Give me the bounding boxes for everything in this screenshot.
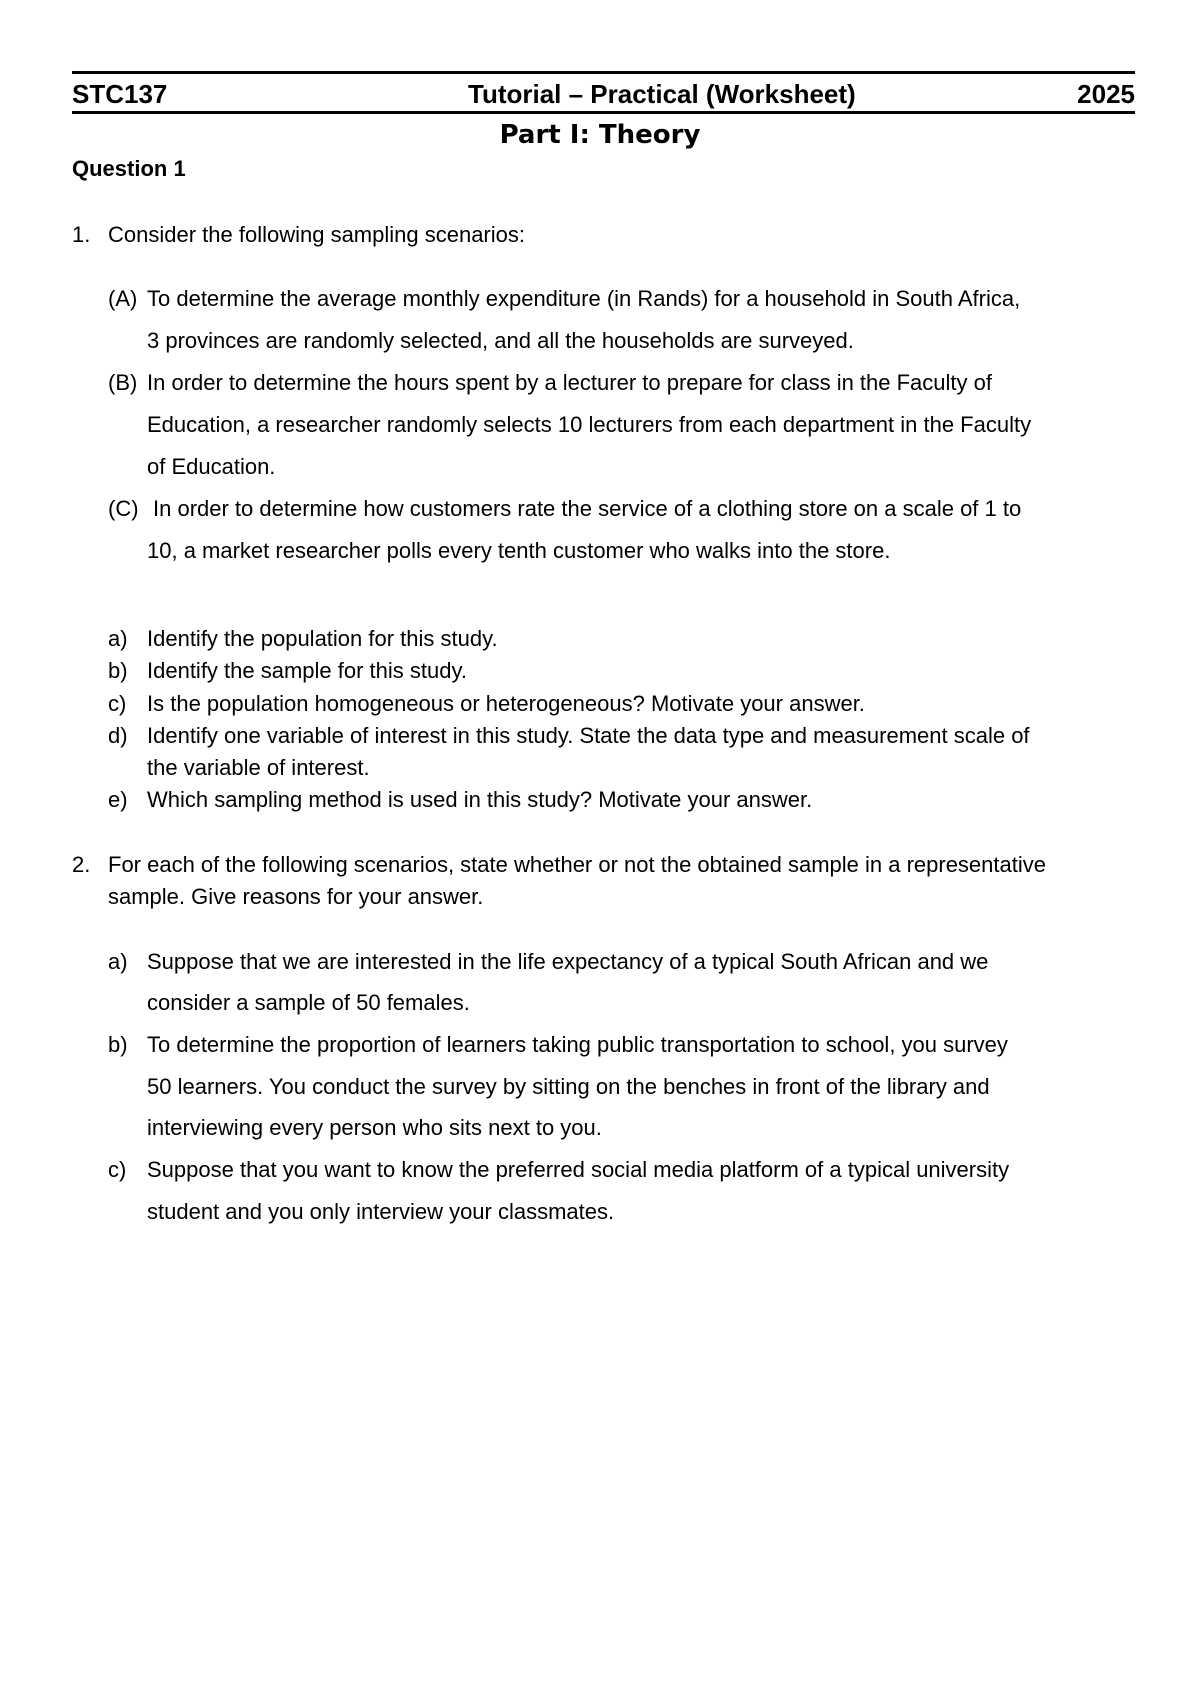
subquestion-text: Identify the sample for this study.	[147, 658, 467, 683]
q2-item-label: c)	[108, 1157, 127, 1182]
scenario-line: In order to determine the hours spent by a lecturer to prepare for class in the Faculty of	[147, 370, 992, 395]
q2-item-label: a)	[108, 949, 128, 974]
q2-item-text: interviewing every person who sits next to you.	[147, 1115, 602, 1140]
q2-prompt: For each of the following scenarios, state whether or not the obtained sample in a representative	[108, 852, 1046, 877]
header-rule-bottom	[72, 111, 1135, 114]
scenario-line: Education, a researcher randomly selects 10 lecturers from each department in the Faculty	[147, 412, 1032, 437]
q2-prompt: sample. Give reasons for your answer.	[108, 884, 484, 909]
scenario-line: To determine the average monthly expenditure (in Rands) for a household in South Africa,	[147, 286, 1021, 311]
subquestion-label: a)	[108, 626, 128, 651]
subquestion-text: Which sampling method is used in this study? Motivate your answer.	[147, 787, 813, 812]
subquestion-label: e)	[108, 787, 128, 812]
subquestion-label: d)	[108, 723, 128, 748]
header-rule-top	[72, 71, 1135, 74]
subquestion-text: the variable of interest.	[147, 755, 370, 780]
subquestion-text: Identify one variable of interest in this study. State the data type and measurement scale of	[147, 723, 1030, 748]
subquestion-label: c)	[108, 691, 127, 716]
scenario-line: of Education.	[147, 454, 276, 479]
scenario-label: (B)	[108, 370, 138, 395]
subquestion-text: Is the population homogeneous or heterogeneous? Motivate your answer.	[147, 691, 865, 716]
scenario-label: (C)	[108, 496, 139, 521]
q1-prompt: Consider the following sampling scenarios:	[108, 222, 525, 247]
q2-item-text: 50 learners. You conduct the survey by sitting on the benches in front of the library and	[147, 1074, 990, 1099]
q2-item-text: Suppose that you want to know the preferred social media platform of a typical university	[147, 1157, 1010, 1182]
q2-item-text: Suppose that we are interested in the life expectancy of a typical South African and we	[147, 949, 989, 974]
scenario-line: 3 provinces are randomly selected, and all the households are surveyed.	[147, 328, 854, 353]
year: 2025	[1077, 79, 1135, 109]
q2-item-text: student and you only interview your classmates.	[147, 1199, 615, 1224]
q2-number: 2.	[72, 852, 91, 877]
course-code: STC137	[72, 79, 168, 109]
document-title: Tutorial – Practical (Worksheet)	[468, 79, 856, 109]
scenario-label: (A)	[108, 286, 138, 311]
scenario-line: 10, a market researcher polls every tenth customer who walks into the store.	[147, 538, 891, 563]
question-heading: Question 1	[72, 156, 186, 181]
q2-item-text: consider a sample of 50 females.	[147, 990, 470, 1015]
subquestion-text: Identify the population for this study.	[147, 626, 498, 651]
q1-number: 1.	[72, 222, 91, 247]
scenario-line: In order to determine how customers rate the service of a clothing store on a scale of 1 to	[153, 496, 1022, 521]
q2-item-label: b)	[108, 1032, 128, 1057]
part-title: Part I: Theory	[499, 120, 701, 150]
q2-item-text: To determine the proportion of learners taking public transportation to school, you survey	[147, 1032, 1008, 1057]
subquestion-label: b)	[108, 658, 128, 683]
